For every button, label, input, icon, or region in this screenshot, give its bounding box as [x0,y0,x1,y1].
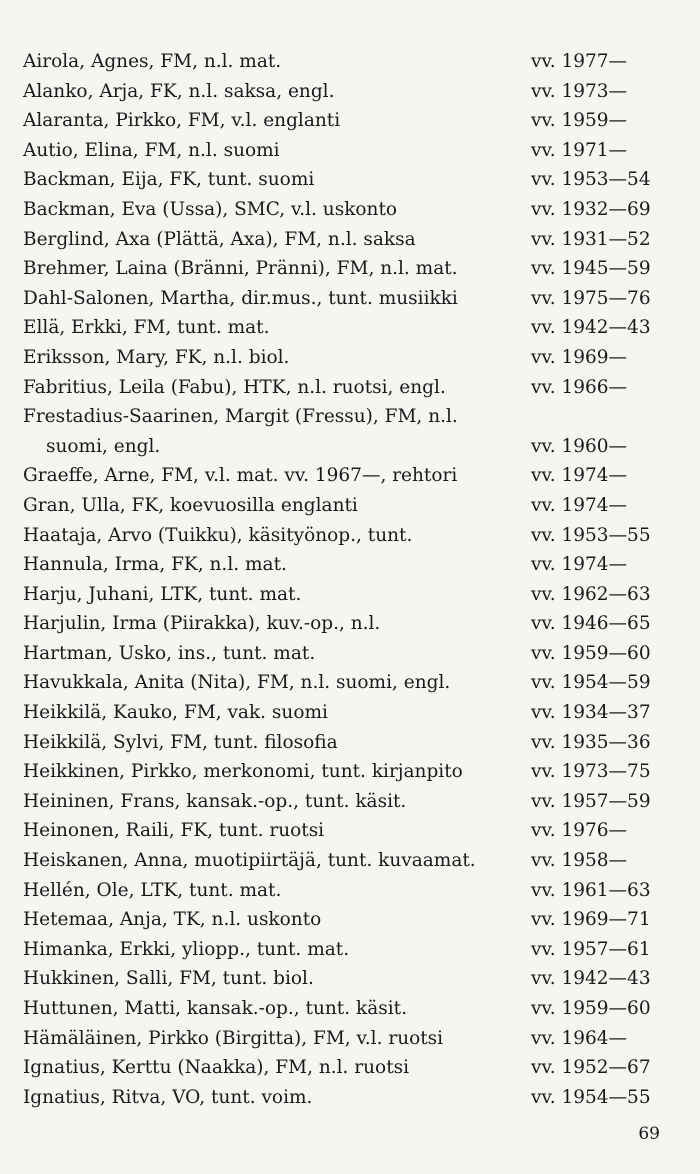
list-item [23,580,683,610]
entry-name: Himanka, Erkki, yliopp., tunt. mat. [23,938,350,960]
entry-years: vv. 1969— [531,346,628,368]
list-item [23,402,683,461]
entry-years: vv. 1974— [531,465,628,487]
entry-years: vv. 1964— [531,1027,628,1049]
list-item [23,491,683,521]
entry-name: Hellén, Ole, LTK, tunt. mat. [23,879,282,901]
entry-years: vv. 1953—54 [531,169,651,191]
page-number: 69 [638,1124,660,1144]
entry-years: vv. 1977— [531,51,628,72]
list-item [23,964,683,994]
list-item [23,373,683,403]
entry-years: vv. 1953—55 [531,524,651,546]
entry-years: vv. 1959— [531,110,628,132]
entry-name: Eriksson, Mary, FK, n.l. biol. [23,346,290,368]
entry-name: Backman, Eva (Ussa), SMC, v.l. uskonto [23,198,398,220]
entry-name: Hämäläinen, Pirkko (Birgitta), FM, v.l. ruotsi [23,1027,444,1049]
entry-years: vv. 1959—60 [531,998,651,1019]
entry-name: Hetemaa, Anja, TK, n.l. uskonto [23,909,322,931]
list-item [23,876,683,906]
entry-years: vv. 1960— [531,435,628,457]
list-item [23,846,683,876]
entry-name: Harju, Juhani, LTK, tunt. mat. [23,583,302,605]
entry-name: Airola, Agnes, FM, n.l. mat. [23,51,282,72]
list-item [23,1024,683,1054]
entry-years: vv. 1975—76 [531,287,651,309]
list-item [23,195,683,225]
entry-years: vv. 1973— [531,80,628,102]
list-item [23,254,683,284]
entry-years: vv. 1952—67 [531,1057,651,1079]
entry-years: vv. 1935—36 [531,731,651,753]
entry-years: vv. 1942—43 [531,968,651,990]
list-item [23,728,683,758]
entry-years: vv. 1971— [531,139,628,161]
entry-name: Heinonen, Raili, FK, tunt. ruotsi [23,820,325,842]
list-item [23,1083,683,1113]
entry-name: Heikkilä, Sylvi, FM, tunt. filosofia [23,731,338,753]
list-item [23,47,683,77]
list-item [23,816,683,846]
list-item [23,550,683,580]
entry-name: Gran, Ulla, FK, koevuosilla englanti [23,494,358,516]
entry-name: Haataja, Arvo (Tuikku), käsityönop., tunt. [23,524,413,546]
list-item [23,639,683,669]
entry-years: vv. 1973—75 [531,761,651,783]
entry-name: Heikkinen, Pirkko, merkonomi, tunt. kirjanpito [23,761,463,783]
entry-name: Hukkinen, Salli, FM, tunt. biol. [23,968,314,990]
list-item [23,935,683,965]
entry-years: vv. 1976— [531,820,628,842]
entry-name: Ellä, Erkki, FM, tunt. mat. [23,317,270,339]
entry-years: vv. 1974— [531,494,628,516]
entry-years: vv. 1957—59 [531,790,651,812]
entry-name: Hartman, Usko, ins., tunt. mat. [23,642,316,664]
list-item [23,165,683,195]
entry-years: vv. 1961—63 [531,879,651,901]
entry-name: Alanko, Arja, FK, n.l. saksa, engl. [23,80,335,102]
entry-name: Havukkala, Anita (Nita), FM, n.l. suomi, engl. [23,672,451,694]
entry-name-continued: suomi, engl. [46,435,161,457]
entry-name: Ignatius, Ritva, VO, tunt. voim. [23,1086,313,1108]
list-item [23,521,683,551]
entry-years: vv. 1945—59 [531,258,651,280]
list-item [23,77,683,107]
list-item [23,668,683,698]
staff-list [23,47,683,1112]
entry-name: Graeffe, Arne, FM, v.l. mat. vv. 1967—, rehtori [23,465,458,487]
list-item [23,106,683,136]
entry-name: Hannula, Irma, FK, n.l. mat. [23,554,287,576]
entry-name: Frestadius-Saarinen, Margit (Fressu), FM, n.l. [23,406,458,428]
entry-name: Dahl-Salonen, Martha, dir.mus., tunt. musiikki [23,287,458,309]
entry-years: vv. 1954—55 [531,1086,651,1108]
list-item [23,461,683,491]
list-item [23,609,683,639]
entry-years: vv. 1958— [531,850,628,872]
list-item [23,757,683,787]
entry-years: vv. 1931—52 [531,228,651,250]
list-item [23,225,683,255]
entry-years: vv. 1962—63 [531,583,651,605]
entry-years: vv. 1942—43 [531,317,651,339]
list-item [23,1053,683,1083]
entry-years: vv. 1957—61 [531,938,651,960]
entry-name: Ignatius, Kerttu (Naakka), FM, n.l. ruotsi [23,1057,410,1079]
list-item [23,994,683,1024]
entry-years: vv. 1934—37 [531,702,651,724]
entry-name: Berglind, Axa (Plättä, Axa), FM, n.l. saksa [23,228,416,250]
entry-name: Huttunen, Matti, kansak.-op., tunt. käsit. [23,998,407,1019]
list-item [23,284,683,314]
entry-years: vv. 1966— [531,376,628,398]
list-item [23,905,683,935]
entry-years: vv. 1959—60 [531,642,651,664]
entry-years: vv. 1969—71 [531,909,651,931]
entry-name: Fabritius, Leila (Fabu), HTK, n.l. ruotsi, engl. [23,376,446,398]
entry-name: Brehmer, Laina (Bränni, Pränni), FM, n.l. mat. [23,258,458,280]
entry-name: Backman, Eija, FK, tunt. suomi [23,169,315,191]
list-item [23,136,683,166]
list-item [23,787,683,817]
entry-name: Heininen, Frans, kansak.-op., tunt. käsit. [23,790,407,812]
list-item [23,698,683,728]
entry-years: vv. 1932—69 [531,198,651,220]
list-item [23,313,683,343]
list-item [23,343,683,373]
entry-name: Heiskanen, Anna, muotipiirtäjä, tunt. kuvaamat. [23,850,476,872]
entry-years: vv. 1974— [531,554,628,576]
entry-years: vv. 1954—59 [531,672,651,694]
entry-name: Autio, Elina, FM, n.l. suomi [23,139,280,161]
entry-name: Heikkilä, Kauko, FM, vak. suomi [23,702,328,724]
entry-name: Alaranta, Pirkko, FM, v.l. englanti [23,110,341,132]
entry-name: Harjulin, Irma (Piirakka), kuv.-op., n.l. [23,613,381,635]
entry-years: vv. 1946—65 [531,613,651,635]
